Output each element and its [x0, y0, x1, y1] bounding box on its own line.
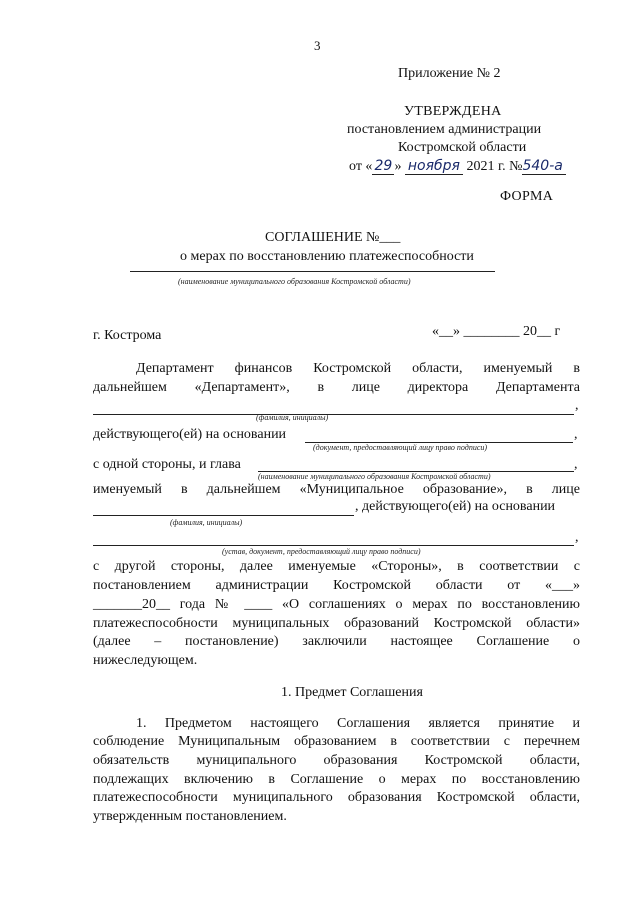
one-side-comma: , — [574, 457, 578, 472]
page-number: 3 — [314, 38, 321, 53]
municipality-name-line — [130, 271, 495, 272]
party2-line3-comma: , — [575, 530, 579, 545]
document-line2 — [93, 545, 574, 546]
approved-title: УТВЕРЖДЕНА — [404, 104, 502, 119]
section1-line4: подлежащих включению в Соглашение о мерах по восстановлению — [93, 772, 580, 787]
caption-document1: (документ, предоставляющий лицу право подписи) — [313, 443, 488, 452]
party3-line3: _______20__ года № ____ «О соглашениях о мерах по восстановлению — [93, 597, 580, 612]
caption-document2: (устав, документ, предоставляющий лицу право подписи) — [222, 547, 421, 556]
approved-month: ноября — [405, 158, 463, 175]
approved-day: 29 — [372, 158, 394, 175]
party2-line2-tail: , действующего(ей) на основании — [355, 499, 556, 514]
date-template: «__» ________ 20__ г — [432, 324, 561, 339]
party1-line3-comma: , — [575, 398, 579, 413]
approved-date-line — [349, 158, 566, 175]
form-label: ФОРМА — [500, 189, 554, 204]
acting-comma: , — [574, 427, 578, 442]
section1-heading: 1. Предмет Соглашения — [281, 685, 423, 700]
approved-line2: Костромской области — [398, 140, 527, 155]
party2-line1: именуемый в дальнейшем «Муниципальное образование», в лице — [93, 482, 580, 497]
director-name-line — [93, 414, 574, 415]
approved-number: 540-а — [522, 158, 566, 175]
agreement-subtitle: о мерах по восстановлению платежеспособности — [180, 249, 474, 264]
approved-from-prefix: от « — [349, 159, 373, 174]
party1-line2: дальнейшем «Департамент», в лице директора Департамента — [93, 380, 580, 395]
city-label: г. Кострома — [93, 328, 162, 343]
section1-line1: 1. Предметом настоящего Соглашения является принятие и — [136, 716, 580, 731]
section1-line3: обязательств муниципального образования Костромской области, — [93, 753, 580, 768]
one-side-label: с одной стороны, и глава — [93, 457, 241, 472]
section1-line5: платежеспособности муниципального образования Костромской области, — [93, 790, 580, 805]
head-name-line — [93, 515, 354, 516]
party3-line4: платежеспособности муниципальных образований Костромской области» — [93, 616, 580, 631]
acting-label: действующего(ей) на основании — [93, 427, 287, 442]
approved-year-text: 2021 г. № — [466, 159, 523, 174]
section1-line6: утвержденным постановлением. — [93, 809, 287, 824]
party1-line1: Департамент финансов Костромской области, именуемый в — [136, 361, 580, 376]
party3-line6: нижеследующем. — [93, 653, 198, 668]
caption-municipality2: (наименование муниципального образования Костромской области) — [258, 472, 491, 481]
caption-fio1: (фамилия, инициалы) — [256, 413, 329, 422]
approved-line1: постановлением администрации — [347, 122, 542, 137]
approved-quote-close: » — [394, 159, 402, 174]
appendix-label: Приложение № 2 — [398, 66, 501, 81]
agreement-title: СОГЛАШЕНИЕ №___ — [265, 230, 401, 245]
caption-municipality: (наименование муниципального образования Костромской области) — [178, 277, 411, 286]
party3-line1: с другой стороны, далее именуемые «Стороны», в соответствии с — [93, 559, 580, 574]
caption-fio2: (фамилия, инициалы) — [170, 518, 243, 527]
party3-line5: (далее – постановление) заключили настоящее Соглашение о — [93, 634, 580, 649]
party3-line2: постановлением администрации Костромской области от «___» — [93, 578, 580, 593]
section1-line2: соблюдение Муниципальным образованием в соответствии с перечнем — [93, 734, 580, 749]
